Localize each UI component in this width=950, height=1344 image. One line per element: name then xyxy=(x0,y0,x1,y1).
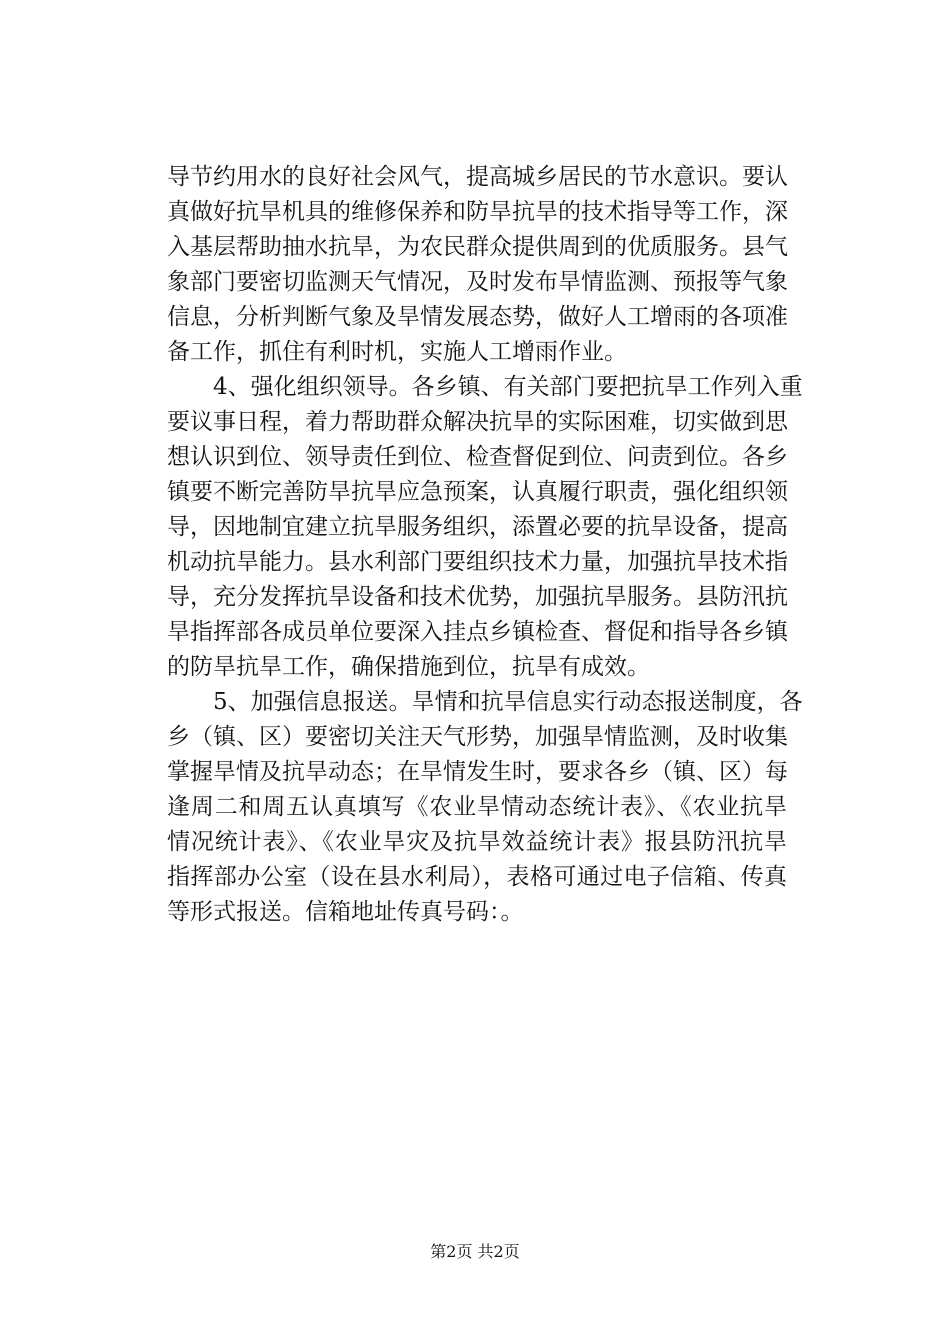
text-line: 镇要不断完善防旱抗旱应急预案，认真履行职责，强化组织领 xyxy=(167,479,788,505)
text-line: 要议事日程，着力帮助群众解决抗旱的实际困难，切实做到思 xyxy=(167,409,788,435)
text-line: 备工作，抓住有利时机，实施人工增雨作业。 xyxy=(167,339,627,365)
text-line: 5、加强信息报送。旱情和抗旱信息实行动态报送制度，各 xyxy=(167,689,803,715)
text-line: 乡（镇、区）要密切关注天气形势，加强旱情监测，及时收集 xyxy=(167,724,788,750)
text-line: 真做好抗旱机具的维修保养和防旱抗旱的技术指导等工作，深 xyxy=(167,199,788,225)
text-line: 信息，分析判断气象及旱情发展态势，做好人工增雨的各项准 xyxy=(167,304,788,330)
text-line: 掌握旱情及抗旱动态；在旱情发生时，要求各乡（镇、区）每 xyxy=(167,759,788,785)
text-line: 入基层帮助抽水抗旱，为农民群众提供周到的优质服务。县气 xyxy=(167,234,788,260)
text-line: 情况统计表》、《农业旱灾及抗旱效益统计表》报县防汛抗旱 xyxy=(167,829,787,855)
text-line: 导，因地制宜建立抗旱服务组织，添置必要的抗旱设备，提高 xyxy=(167,514,788,540)
text-line: 象部门要密切监测天气情况，及时发布旱情监测、预报等气象 xyxy=(167,269,788,295)
text-line: 的防旱抗旱工作，确保措施到位，抗旱有成效。 xyxy=(167,654,650,680)
text-line: 机动抗旱能力。县水利部门要组织技术力量，加强抗旱技术指 xyxy=(167,549,788,575)
text-line: 逢周二和周五认真填写《农业旱情动态统计表》、《农业抗旱 xyxy=(167,794,787,820)
text-line: 想认识到位、领导责任到位、检查督促到位、问责到位。各乡 xyxy=(167,444,788,470)
text-line: 旱指挥部各成员单位要深入挂点乡镇检查、督促和指导各乡镇 xyxy=(167,619,788,645)
text-line: 指挥部办公室（设在县水利局），表格可通过电子信箱、传真 xyxy=(167,864,787,890)
text-line: 4、强化组织领导。各乡镇、有关部门要把抗旱工作列入重 xyxy=(167,374,803,400)
page-number-footer: 第2页 共2页 xyxy=(430,1242,520,1261)
text-line: 导节约用水的良好社会风气，提高城乡居民的节水意识。要认 xyxy=(167,164,788,190)
text-line: 导，充分发挥抗旱设备和技术优势，加强抗旱服务。县防汛抗 xyxy=(167,584,788,610)
document-body xyxy=(167,160,803,930)
text-line: 等形式报送。信箱地址传真号码：。 xyxy=(167,899,524,925)
